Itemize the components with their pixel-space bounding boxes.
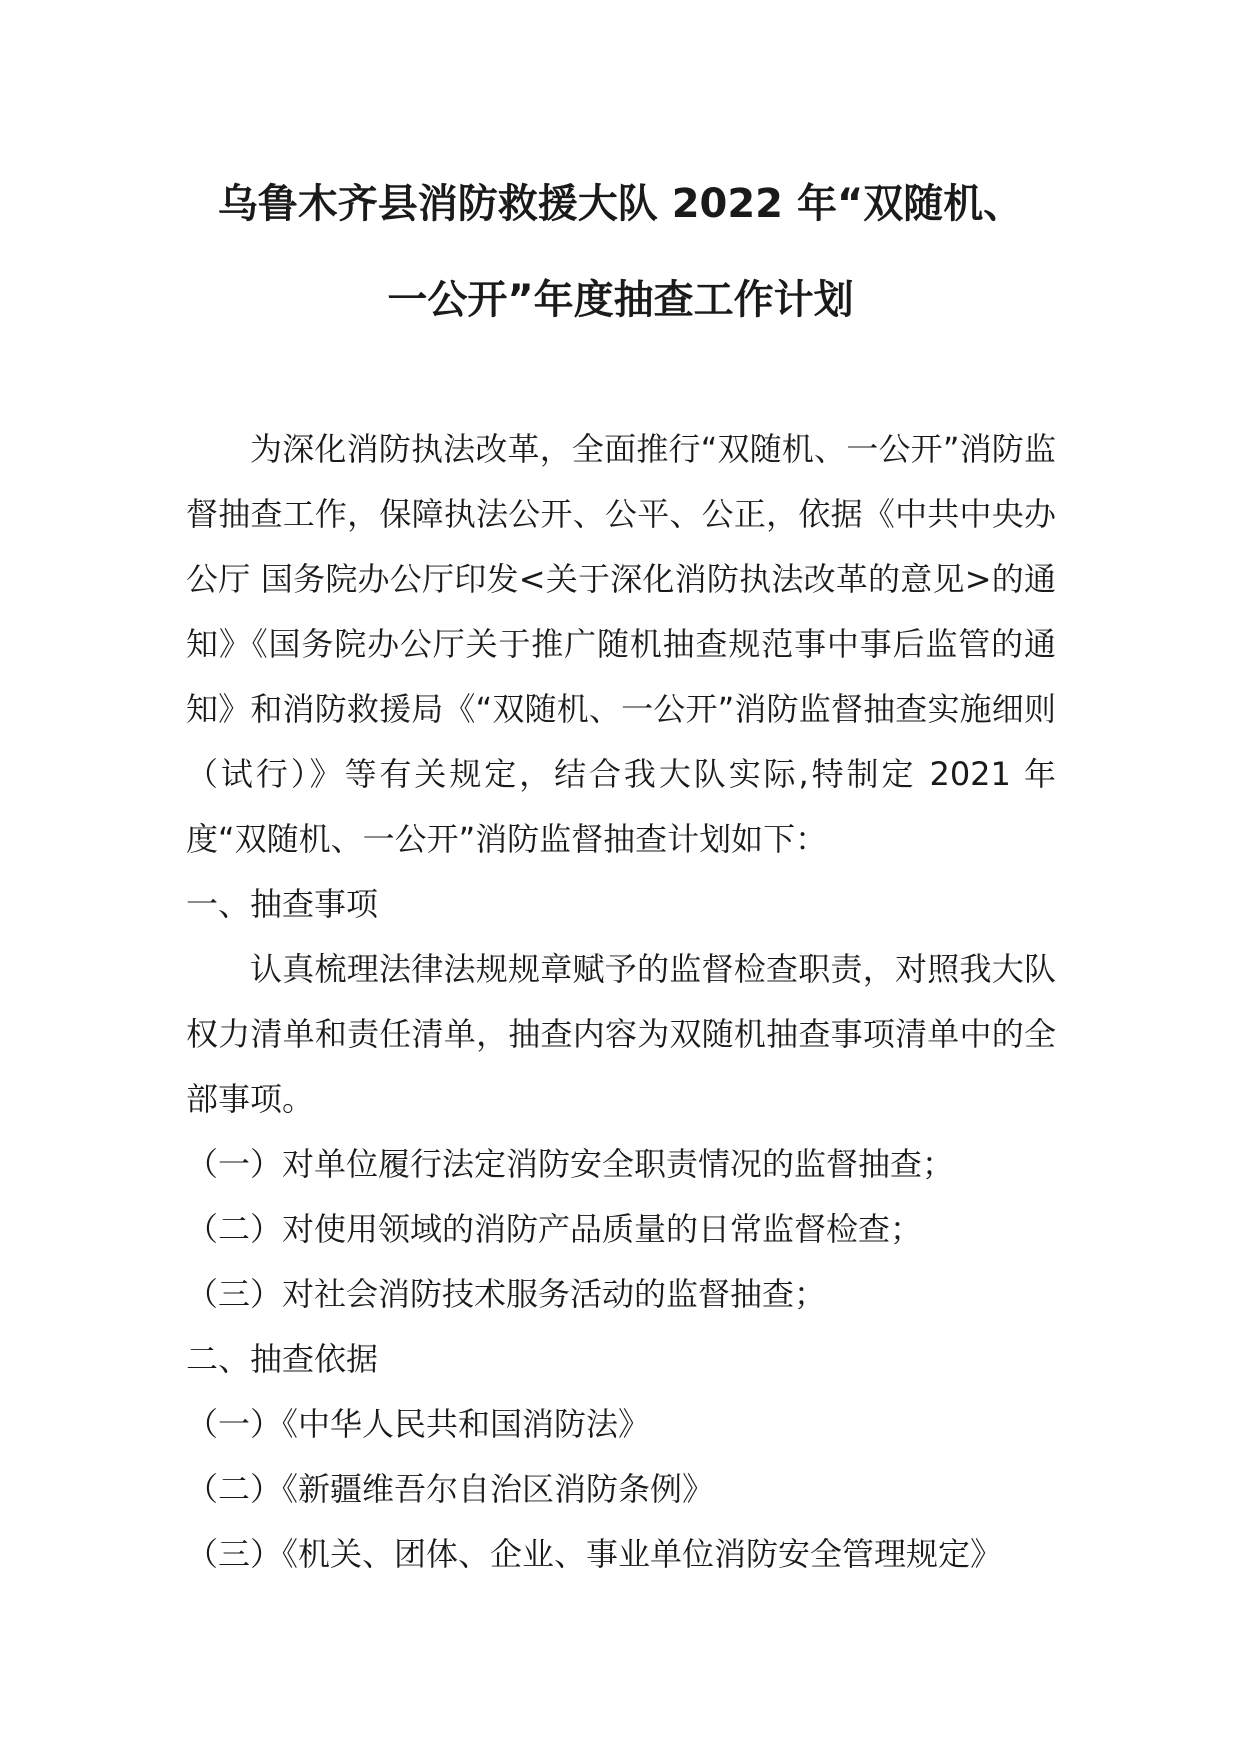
document-title-line-1: 乌鲁木齐县消防救援大队 2022 年“双随机、 (217, 181, 1024, 227)
section-2-item: （三）《机关、团体、企业、事业单位消防安全管理规定》 (186, 1535, 1003, 1573)
section-1-item: （一）对单位履行法定消防安全职责情况的监督抽查； (186, 1145, 955, 1183)
section-2-item: （二）《新疆维吾尔自治区消防条例》 (186, 1470, 715, 1508)
section-1-item: （三）对社会消防技术服务活动的监督抽查； (186, 1275, 827, 1313)
intro-paragraph: 为深化消防执法改革，全面推行“双随机、一公开”消防监督抽查工作，保障执法公开、公平、公正，依据《中共中央办公厅 国务院办公厅印发<关于深化消防执法改革的意见>的通知》《国务院办公厅关于推广随机抽查规范事中事后监管的通知》和消防救援局《“双随机、一公开”消防监督抽查实施细则（试行）》等有关规定，结合我大队实际,特制定 2021 年度“双随机、一公开”消防监督抽查计划如下： (186, 430, 1056, 858)
section-1-item: （二）对使用领域的消防产品质量的日常监督检查； (186, 1210, 923, 1248)
section-1-paragraph: 认真梳理法律法规规章赋予的监督检查职责，对照我大队权力清单和责任清单，抽查内容为双随机抽查事项清单中的全部事项。 (186, 950, 1056, 1118)
document-body (186, 417, 1056, 1587)
section-heading-2: 二、抽查依据 (186, 1340, 379, 1378)
section-heading-1: 一、抽查事项 (186, 885, 379, 923)
document-title-line-2: 一公开”年度抽查工作计划 (387, 277, 854, 323)
section-2-item: （一）《中华人民共和国消防法》 (186, 1405, 651, 1443)
